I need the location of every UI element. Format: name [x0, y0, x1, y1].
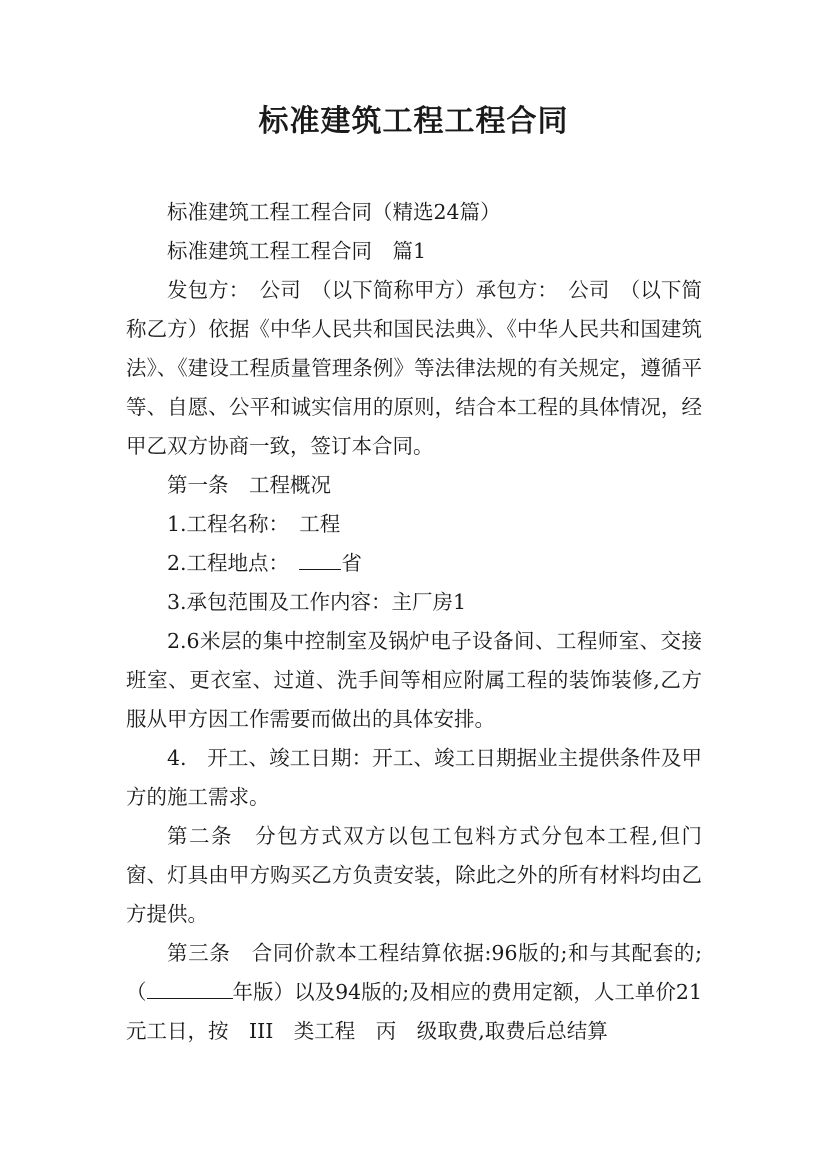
project-location-suffix: 省: [341, 551, 362, 575]
article-3-text-before: 第三条 合同价款本工程结算依据:96版的;和与其配套的;（: [126, 941, 702, 1004]
article-3-paragraph: [126, 934, 702, 1051]
document-body: [126, 193, 702, 1051]
location-blank-line: [299, 549, 341, 571]
scope-paragraph: 3.承包范围及工作内容：主厂房1: [167, 590, 467, 614]
scope-detail-paragraph: 2.6米层的集中控制室及锅炉电子设备间、工程师室、交接班室、更衣室、过道、洗手间等相应附属工程的装饰装修,乙方服从甲方因工作需要而做出的具体安排。: [126, 629, 702, 731]
document-title: 标准建筑工程工程合同: [258, 104, 569, 139]
section-heading-paragraph: 标准建筑工程工程合同 篇1: [167, 239, 427, 263]
project-location-label: 2.工程地点：: [167, 551, 300, 575]
project-name-paragraph: 1.工程名称： 工程: [167, 512, 341, 536]
article-2-paragraph: 第二条 分包方式双方以包工包料方式分包本工程,但门窗、灯具由甲方购买乙方负责安装，除此之外的所有材料均由乙方提供。: [126, 824, 702, 926]
parties-paragraph: 发包方： 公司 （以下简称甲方）承包方： 公司 （以下简称乙方）依据《中华人民共和国民法典》、《中华人民共和国建筑法》、《建设工程质量管理条例》等法律法规的有关规定，遵循平等、自愿、公平和诚实信用的原则，结合本工程的具体情况，经甲乙双方协商一致，签订本合同。: [126, 278, 702, 458]
year-blank-line: [147, 978, 233, 1000]
article-1-heading: 第一条 工程概况: [167, 473, 331, 497]
article-3-text-after: 年版）以及94版的;及相应的费用定额，人工单价21元工日，按 III 类工程 丙 级取费,取费后总结算: [126, 980, 703, 1043]
schedule-paragraph: 4. 开工、竣工日期：开工、竣工日期据业主提供条件及甲方的施工需求。: [126, 746, 702, 809]
subtitle-paragraph: 标准建筑工程工程合同（精选24篇）: [167, 200, 501, 224]
project-location-paragraph: [126, 544, 702, 583]
